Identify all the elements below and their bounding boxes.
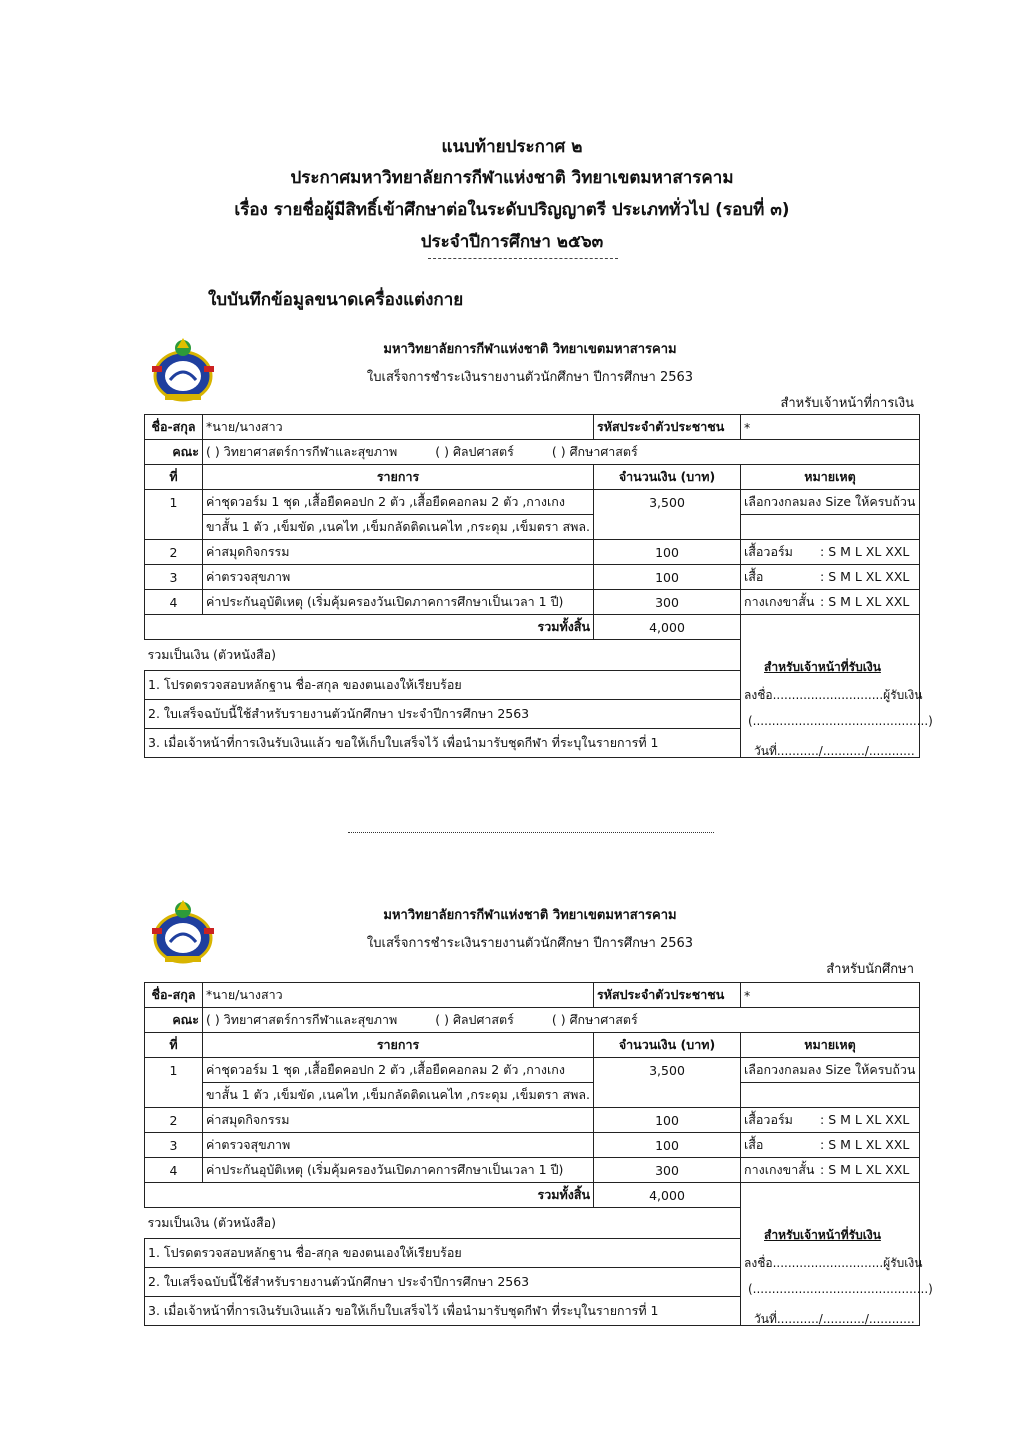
item1-note: เลือกวงกลมลง Size ให้ครบถ้วน bbox=[741, 1058, 920, 1083]
receipt-for-whom: สำหรับนักศึกษา bbox=[826, 962, 914, 977]
item1-line2: ขาสั้น 1 ตัว ,เข็มขัด ,เนคไท ,เข็มกลัดติดเนคไท ,กระดุม ,เข็มตรา สพล. bbox=[203, 1083, 594, 1108]
amount-in-words: รวมเป็นเงิน (ตัวหนังสือ) bbox=[145, 640, 741, 671]
signature-line[interactable]: ลงชื่อ.............................ผู้รับเงิน bbox=[744, 688, 923, 702]
item2-amount: 100 bbox=[594, 1108, 741, 1133]
item1-note: เลือกวงกลมลง Size ให้ครบถ้วน bbox=[741, 490, 920, 515]
item3-name: ค่าตรวจสุขภาพ bbox=[203, 565, 594, 590]
col-amount: จำนวนเงิน (บาท) bbox=[594, 465, 741, 490]
item1-no: 1 bbox=[145, 490, 203, 515]
name-label: ชื่อ-สกุล bbox=[145, 415, 203, 440]
col-note: หมายเหตุ bbox=[741, 1033, 920, 1058]
col-amount: จำนวนเงิน (บาท) bbox=[594, 1033, 741, 1058]
total-amount: 4,000 bbox=[594, 615, 741, 640]
header-line4: ประจำปีการศึกษา ๒๕๖๓ bbox=[420, 232, 604, 252]
item1-no: 1 bbox=[145, 1058, 203, 1083]
item2-name: ค่าสมุดกิจกรรม bbox=[203, 540, 594, 565]
item2-no: 2 bbox=[145, 1108, 203, 1133]
item3-note: เสื้อ : S M L XL XXL bbox=[741, 1133, 920, 1158]
size-options[interactable]: : S M L XL XXL bbox=[820, 1162, 910, 1177]
faculty-options bbox=[203, 440, 920, 465]
header-divider bbox=[428, 258, 618, 259]
item1-amount: 3,500 bbox=[594, 490, 741, 515]
signature-title: สำหรับเจ้าหน้าที่รับเงิน bbox=[764, 1228, 881, 1242]
receipt-copy-student bbox=[0, 898, 1024, 1338]
item4-name: ค่าประกันอุบัติเหตุ (เริ่มคุ้มครองวันเปิดภาคการศึกษาเป็นเวลา 1 ปี) bbox=[203, 1158, 594, 1183]
id-label: รหัสประจำตัวประชาชน bbox=[594, 415, 741, 440]
note-3: 3. เมื่อเจ้าหน้าที่การเงินรับเงินแล้ว ขอให้เก็บใบเสร็จไว้ เพื่อนำมารับชุดกีฬา ที่ระบุในรายการที่ 1 bbox=[145, 1297, 741, 1326]
university-logo bbox=[148, 336, 218, 406]
size-options[interactable]: : S M L XL XXL bbox=[820, 569, 910, 584]
total-amount: 4,000 bbox=[594, 1183, 741, 1208]
item3-name: ค่าตรวจสุขภาพ bbox=[203, 1133, 594, 1158]
note-2: 2. ใบเสร็จฉบับนี้ใช้สำหรับรายงานตัวนักศึกษา ประจำปีการศึกษา 2563 bbox=[145, 1268, 741, 1297]
item3-note: เสื้อ : S M L XL XXL bbox=[741, 565, 920, 590]
item2-name: ค่าสมุดกิจกรรม bbox=[203, 1108, 594, 1133]
amount-in-words: รวมเป็นเงิน (ตัวหนังสือ) bbox=[145, 1208, 741, 1239]
signature-date[interactable]: วันที่.........../.........../............ bbox=[754, 744, 915, 758]
item4-no: 4 bbox=[145, 590, 203, 615]
id-field[interactable]: * bbox=[741, 983, 920, 1008]
item3-amount: 100 bbox=[594, 565, 741, 590]
header-line1: แนบท้ายประกาศ ๒ bbox=[441, 137, 583, 157]
faculty-option-liberal-arts[interactable]: ( ) ศิลปศาสตร์ bbox=[435, 444, 514, 459]
item2-note: เสื้อวอร์ม : S M L XL XXL bbox=[741, 1108, 920, 1133]
item3-no: 3 bbox=[145, 565, 203, 590]
form-subtitle: ใบบันทึกข้อมูลขนาดเครื่องแต่งกาย bbox=[208, 290, 464, 310]
size-options[interactable]: : S M L XL XXL bbox=[820, 1112, 910, 1127]
col-item: รายการ bbox=[203, 465, 594, 490]
faculty-option-education[interactable]: ( ) ศึกษาศาสตร์ bbox=[551, 444, 638, 459]
signature-paren: (..............................................) bbox=[748, 714, 933, 728]
faculty-option-sports-science[interactable]: ( ) วิทยาศาสตร์การกีฬาและสุขภาพ bbox=[206, 1012, 398, 1027]
note-1: 1. โปรดตรวจสอบหลักฐาน ชื่อ-สกุล ของตนเองให้เรียบร้อย bbox=[145, 1239, 741, 1268]
faculty-option-education[interactable]: ( ) ศึกษาศาสตร์ bbox=[551, 1012, 638, 1027]
faculty-option-sports-science[interactable]: ( ) วิทยาศาสตร์การกีฬาและสุขภาพ bbox=[206, 444, 398, 459]
receipt-for-whom: สำหรับเจ้าหน้าที่การเงิน bbox=[780, 396, 914, 411]
university-logo bbox=[148, 898, 218, 968]
receipt-copy-finance bbox=[0, 330, 1024, 770]
name-label: ชื่อ-สกุล bbox=[145, 983, 203, 1008]
col-no: ที่ bbox=[145, 465, 203, 490]
item1-line1: ค่าชุดวอร์ม 1 ชุด ,เสื้อยืดคอปก 2 ตัว ,เสื้อยืดคอกลม 2 ตัว ,กางเกง bbox=[203, 1058, 594, 1083]
faculty-options bbox=[203, 1008, 920, 1033]
item4-note: กางเกงขาสั้น : S M L XL XXL bbox=[741, 590, 920, 615]
signature-paren: (..............................................) bbox=[748, 1282, 933, 1296]
item2-no: 2 bbox=[145, 540, 203, 565]
receipt-university: มหาวิทยาลัยการกีฬาแห่งชาติ วิทยาเขตมหาสารคาม bbox=[383, 342, 677, 357]
col-no: ที่ bbox=[145, 1033, 203, 1058]
receipt-university: มหาวิทยาลัยการกีฬาแห่งชาติ วิทยาเขตมหาสารคาม bbox=[383, 908, 677, 923]
cut-line bbox=[348, 832, 714, 833]
item3-amount: 100 bbox=[594, 1133, 741, 1158]
item4-note: กางเกงขาสั้น : S M L XL XXL bbox=[741, 1158, 920, 1183]
item1-line1: ค่าชุดวอร์ม 1 ชุด ,เสื้อยืดคอปก 2 ตัว ,เสื้อยืดคอกลม 2 ตัว ,กางเกง bbox=[203, 490, 594, 515]
item4-name: ค่าประกันอุบัติเหตุ (เริ่มคุ้มครองวันเปิดภาคการศึกษาเป็นเวลา 1 ปี) bbox=[203, 590, 594, 615]
signature-line[interactable]: ลงชื่อ.............................ผู้รับเงิน bbox=[744, 1256, 923, 1270]
item2-note: เสื้อวอร์ม : S M L XL XXL bbox=[741, 540, 920, 565]
id-label: รหัสประจำตัวประชาชน bbox=[594, 983, 741, 1008]
faculty-label: คณะ bbox=[145, 1008, 203, 1033]
col-note: หมายเหตุ bbox=[741, 465, 920, 490]
signature-title: สำหรับเจ้าหน้าที่รับเงิน bbox=[764, 660, 881, 674]
receipt-table bbox=[144, 414, 923, 758]
faculty-label: คณะ bbox=[145, 440, 203, 465]
item1-amount: 3,500 bbox=[594, 1058, 741, 1083]
item1-line2: ขาสั้น 1 ตัว ,เข็มขัด ,เนคไท ,เข็มกลัดติดเนคไท ,กระดุม ,เข็มตรา สพล. bbox=[203, 515, 594, 540]
id-field[interactable]: * bbox=[741, 415, 920, 440]
header-line3: เรื่อง รายชื่อผู้มีสิทธิ์เข้าศึกษาต่อในระดับปริญญาตรี ประเภททั่วไป (รอบที่ ๓) bbox=[234, 200, 790, 220]
receipt-title: ใบเสร็จการชำระเงินรายงานตัวนักศึกษา ปีการศึกษา 2563 bbox=[366, 370, 694, 385]
header-line2: ประกาศมหาวิทยาลัยการกีฬาแห่งชาติ วิทยาเขตมหาสารคาม bbox=[290, 168, 734, 188]
item4-no: 4 bbox=[145, 1158, 203, 1183]
note-3: 3. เมื่อเจ้าหน้าที่การเงินรับเงินแล้ว ขอให้เก็บใบเสร็จไว้ เพื่อนำมารับชุดกีฬา ที่ระบุในรายการที่ 1 bbox=[145, 729, 741, 758]
size-options[interactable]: : S M L XL XXL bbox=[820, 1137, 910, 1152]
receipt-title: ใบเสร็จการชำระเงินรายงานตัวนักศึกษา ปีการศึกษา 2563 bbox=[366, 936, 694, 951]
signature-date[interactable]: วันที่.........../.........../............ bbox=[754, 1312, 915, 1326]
item4-amount: 300 bbox=[594, 1158, 741, 1183]
name-field[interactable]: *นาย/นางสาว bbox=[203, 415, 594, 440]
total-label: รวมทั้งสิ้น bbox=[145, 1183, 594, 1208]
name-field[interactable]: *นาย/นางสาว bbox=[203, 983, 594, 1008]
col-item: รายการ bbox=[203, 1033, 594, 1058]
faculty-option-liberal-arts[interactable]: ( ) ศิลปศาสตร์ bbox=[435, 1012, 514, 1027]
size-options[interactable]: : S M L XL XXL bbox=[820, 594, 910, 609]
note-1: 1. โปรดตรวจสอบหลักฐาน ชื่อ-สกุล ของตนเองให้เรียบร้อย bbox=[145, 671, 741, 700]
total-label: รวมทั้งสิ้น bbox=[145, 615, 594, 640]
receipt-table bbox=[144, 982, 923, 1326]
item4-amount: 300 bbox=[594, 590, 741, 615]
item2-amount: 100 bbox=[594, 540, 741, 565]
note-2: 2. ใบเสร็จฉบับนี้ใช้สำหรับรายงานตัวนักศึกษา ประจำปีการศึกษา 2563 bbox=[145, 700, 741, 729]
size-options[interactable]: : S M L XL XXL bbox=[820, 544, 910, 559]
item3-no: 3 bbox=[145, 1133, 203, 1158]
